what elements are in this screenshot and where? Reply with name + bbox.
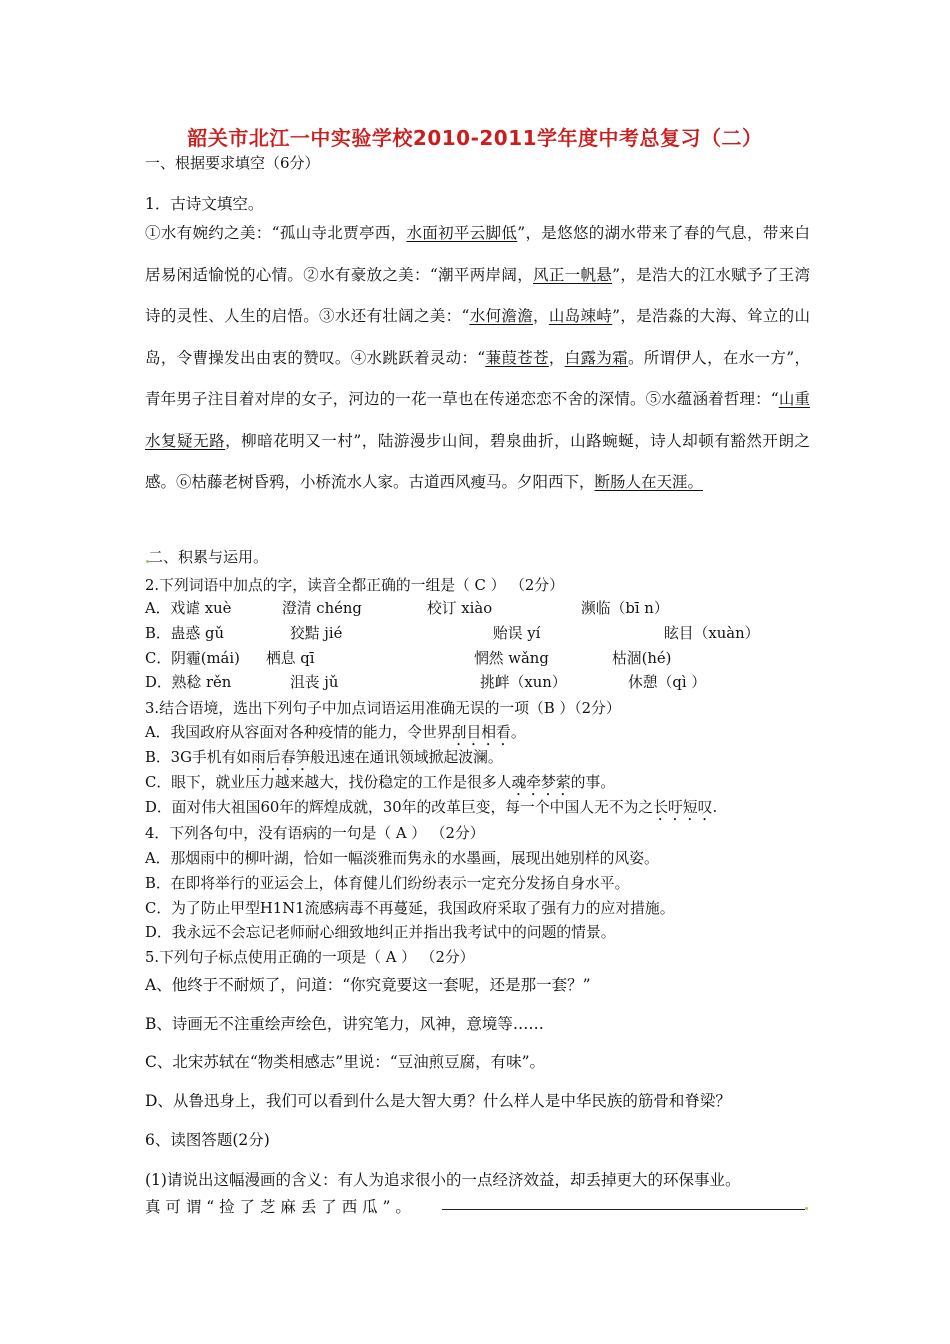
question-2-row-a <box>145 597 669 618</box>
option: 枯涸(hé) <box>612 650 672 667</box>
question-2-row-b <box>145 622 759 643</box>
dotted-phrase: 刮目相看 <box>451 724 511 741</box>
text-run: 。 <box>510 724 526 741</box>
section-heading-2: 二、积累与运用。 <box>148 548 269 566</box>
text-run: ， <box>533 307 549 325</box>
question-3-option-c <box>145 771 615 799</box>
question-6-stem: 6、读图答题(2分) <box>145 1131 270 1149</box>
text-run: ”，是浩淼的大海、耸立的山岛，令曹操发出由衷的赞叹。④水跳跃着灵动：“ <box>145 307 810 367</box>
option: D．熟稔 rěn <box>145 674 232 691</box>
question-3-option-b <box>145 746 503 774</box>
text-run: 般迅速在通讯领域掀起波澜。 <box>310 749 503 766</box>
answer-underlined: 山岛竦峙 <box>548 307 613 325</box>
text-run: B．3G手机有如 <box>145 749 252 766</box>
question-4-option-b: B．在即将举行的亚运会上，体育健儿们纷纷表示一定充分发扬自身水平。 <box>145 875 630 892</box>
text-run: A．我国政府从容面对各种疫情的能力，令世界 <box>145 724 452 741</box>
question-5-stem: 5.下列句子标点使用正确的一项是（ A ） （2分） <box>145 949 475 966</box>
option: 惘然 wǎng <box>474 650 549 667</box>
answer-underlined: 水何澹澹 <box>469 307 534 325</box>
answer-underlined: 蒹葭苍苍 <box>485 348 549 367</box>
option: 沮丧 jǔ <box>290 674 339 691</box>
question-2-row-d <box>145 671 706 692</box>
answer-underlined: 风正一帆悬 <box>533 265 613 284</box>
question-5-option-a: A、他终于不耐烦了，问道：“你究竟要这一套呢，还是那一套？” <box>145 976 591 994</box>
option: 濒临（bī n） <box>581 600 669 617</box>
question-3-stem: 3.结合语境，选出下列句子中加点词语运用准确无误的一项（B ）（2分） <box>145 700 621 717</box>
question-5-option-b: B、诗画无不注重绘声绘色，讲究笔力，风神，意境等…… <box>145 1015 544 1033</box>
option: B．蛊惑 gǔ <box>145 625 224 642</box>
text-run: ，柳暗花明又一村”，陆游漫步山间，碧泉曲折，山路蜿蜒，诗人却顿有豁然开朗之感。⑥枯藤老树昏鸦，小桥流水人家。古道西风瘦马。夕阳西下， <box>145 431 810 491</box>
dotted-phrase: 长吁短叹 <box>653 799 713 816</box>
option: C．阴霾(mái) <box>145 650 240 667</box>
answer-blank[interactable] <box>442 1209 805 1210</box>
option: A．戏谑 xuè <box>145 600 232 617</box>
text-run: ”，是悠悠的湖水带来了春的气息，带来白居易闲适愉悦的心情。②水有豪放之美：“潮平两岸阔， <box>145 224 810 284</box>
question-4-option-d: D．我永远不会忘记老师耐心细致地纠正并指出我考试中的问题的情景。 <box>145 924 616 941</box>
answer-underlined: 断肠人在天涯。 <box>594 473 704 491</box>
dotted-phrase: 魂牵梦萦 <box>511 774 571 791</box>
poem-fill-paragraph <box>145 213 810 504</box>
section-heading-1: 一、根据要求填空（6分） <box>145 154 320 172</box>
option: 校订 xiào <box>427 600 493 617</box>
question-4-stem: 4．下列各句中，没有语病的一句是（ A ） （2分） <box>145 825 485 842</box>
text-run: ①水有婉约之美：“孤山寺北贾亭西， <box>145 224 407 242</box>
question-6-sub-1: (1)请说出这幅漫画的含义：有人为追求很小的一点经济效益，却丢掉更大的环保事业。 <box>145 1171 741 1189</box>
question-5-option-d: D、从鲁迅身上，我们可以看到什么是大智大勇？什么样人是中华民族的筋骨和脊梁？ <box>145 1092 731 1110</box>
option: 休憩（qì ） <box>628 674 707 691</box>
question-6-sub-2: 真 可 谓 “ 捡 了 芝 麻 丢 了 西 瓜 ” 。 <box>145 1198 411 1216</box>
option: 挑衅（xun） <box>480 674 567 691</box>
text-run: . <box>712 799 718 816</box>
text-run: ”，是浩大的江水赋予了王湾诗的灵性、人生的启悟。③水还有壮阔之美：“ <box>145 265 810 325</box>
option: 贻误 yí <box>493 625 541 642</box>
text-run: 的事。 <box>570 774 616 791</box>
option: 狡黠 jié <box>290 625 343 642</box>
question-4-option-a: A．那烟雨中的柳叶湖，恰如一幅淡雅而隽永的水墨画，展现出她别样的风姿。 <box>145 850 659 867</box>
answer-underlined: 山重水复疑无路 <box>145 390 810 450</box>
question-4-option-c: C．为了防止甲型H1N1流感病毒不再蔓延，我国政府采取了强有力的应对措施。 <box>145 900 675 917</box>
question-1-title: 1．古诗文填空。 <box>145 195 264 213</box>
question-5-option-c: C、北宋苏轼在“物类相感志”里说：“豆油煎豆腐，有味”。 <box>145 1053 546 1071</box>
answer-underlined: 水面初平云脚低 <box>406 224 518 242</box>
option: 澄清 chéng <box>282 600 362 617</box>
dotted-phrase: 雨后春笋 <box>251 749 311 766</box>
question-2-row-c <box>145 647 671 668</box>
text-run: D．面对伟大祖国60年的辉煌成就，30年的改革巨变，每一个中国人无不为之 <box>145 799 654 816</box>
text-run: ， <box>548 348 565 367</box>
question-3-option-d <box>145 796 717 824</box>
question-3-option-a <box>145 721 526 749</box>
page-title: 韶关市北江一中实验学校2010-2011学年度中考总复习（二） <box>187 126 763 150</box>
text-run: C．眼下，就业压力越来越大，找份稳定的工作是很多人 <box>145 774 512 791</box>
option: 眩目（xuàn） <box>664 625 760 642</box>
option: 栖息 qī <box>266 650 315 667</box>
mark-dot <box>805 1207 808 1210</box>
answer-underlined: 白露为霜 <box>564 348 628 367</box>
question-2-stem: 2.下列词语中加点的字，读音全都正确的一组是（ C ） （2分） <box>145 577 564 594</box>
text-run: 。所谓伊人，在水一方”，青年男子注目着对岸的女子，河边的一花一草也在传递恋恋不舍的深情。⑤水蕴涵着哲理：“ <box>145 348 810 408</box>
